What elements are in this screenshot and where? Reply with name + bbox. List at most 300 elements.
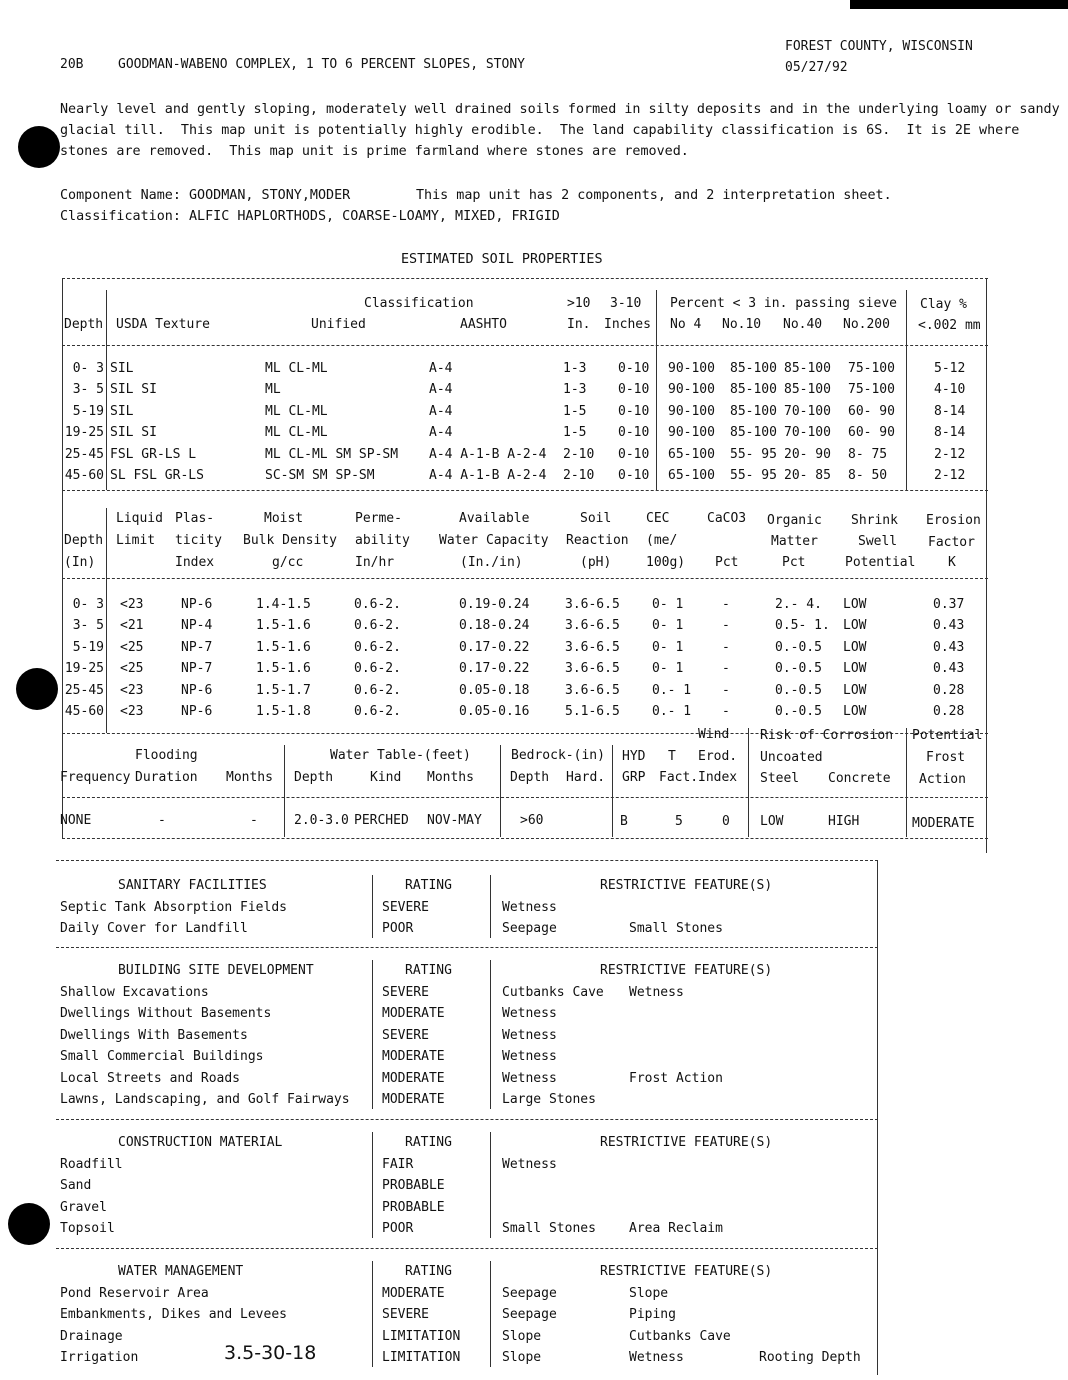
interp-rating: FAIR [382,1156,414,1172]
row-erosion-k: 0.43 [933,639,965,655]
col-header-me: (me/ [646,533,678,548]
row-no4: 90-100 [668,361,715,376]
col-header-clay: Clay % [920,297,967,312]
column-divider [612,745,613,837]
component-name: Component Name: GOODMAN, STONY,MODER [60,188,351,203]
col-header-classification: Classification [364,296,474,311]
col-header-wt-months: Months [427,770,474,785]
col-header-usda: USDA Texture [116,317,210,332]
row-bulk-density: 1.5-1.7 [256,682,311,698]
col-header-t: T [668,749,676,764]
row-soil-reaction: 5.1-6.5 [565,704,620,719]
section-feature-header: RESTRICTIVE FEATURE(S) [600,878,773,893]
col-header-kind: Kind [370,770,402,785]
properties-title: ESTIMATED SOIL PROPERTIES [401,252,603,267]
row-no4: 65-100 [668,446,715,462]
interp-feature: Slope [502,1350,542,1365]
section-title: BUILDING SITE DEVELOPMENT [118,963,314,978]
handwritten-code: 3.5-30-18 [224,1342,317,1364]
interp-use: Shallow Excavations [60,984,209,1000]
col-header-inin: (In./in) [460,555,523,570]
interp-rating: MODERATE [382,1070,445,1086]
col-header-erod: Erod. [698,749,738,764]
table-rule [62,345,988,346]
col-header-ph: (pH) [580,555,612,570]
row-soil-reaction: 3.6-6.5 [565,618,620,634]
interp-feature: Wetness [502,1070,557,1086]
column-divider [490,1261,491,1367]
interp-feature: Slope [502,1328,542,1344]
interp-feature: Wetness [502,1156,557,1172]
col-header-inches: Inches [604,317,651,332]
row-water-capacity: 0.17-0.22 [459,661,530,677]
section-rating-header: RATING [405,1135,452,1150]
table-rule [56,1119,878,1120]
row-erosion-k: 0.37 [933,597,965,612]
col-header-3-10: 3-10 [610,296,642,311]
row-water-capacity: 0.17-0.22 [459,639,530,655]
interp-use: Local Streets and Roads [60,1070,241,1086]
row-soil-reaction: 3.6-6.5 [565,639,620,655]
col-header-ticity: ticity [175,533,222,548]
row-bulk-density: 1.5-1.8 [256,704,311,719]
row-no4: 90-100 [668,425,715,441]
report-date: 05/27/92 [785,60,848,75]
col-header-action: Action [919,772,966,787]
col-header-aashto: AASHTO [460,317,507,332]
interp-use: Small Commercial Buildings [60,1049,264,1064]
col-header-cec: CEC [646,511,670,526]
interp-rating: LIMITATION [382,1350,461,1365]
row-no10: 85-100 [730,382,777,398]
row-wind-erod-index: 0 [722,814,730,829]
col-header-br-depth: Depth [510,770,550,785]
column-divider [106,508,107,733]
row-liquid-limit: <23 [120,597,144,612]
interp-feature: Seepage [502,921,557,936]
interp-feature: Wetness [629,984,684,1000]
row-depth: 45-60 [64,468,104,483]
col-header-reaction: Reaction [566,533,629,548]
row-no40: 85-100 [784,382,831,398]
row-permeability: 0.6-2. [354,682,401,698]
row-erosion-k: 0.43 [933,618,965,634]
interp-feature: Wetness [502,1006,557,1021]
row-aashto: A-4 [429,403,453,419]
col-header-duration: Duration [135,770,198,785]
row-no10: 55- 95 [730,468,777,483]
col-header-no4: No 4 [670,317,702,332]
row-caco3: - [722,597,730,612]
column-divider [500,745,501,837]
col-header-no40: No.40 [783,317,823,332]
col-header-frost: Frost [926,750,966,765]
classification: Classification: ALFIC HAPLORTHODS, COARSE-LOAMY, MIXED, FRIGID [60,209,560,224]
row-no200: 8- 50 [848,468,888,483]
row-water-capacity: 0.19-0.24 [459,597,530,612]
interp-feature: Cutbanks Cave [629,1328,731,1344]
section-feature-header: RESTRICTIVE FEATURE(S) [600,1264,773,1279]
section-rating-header: RATING [405,878,452,893]
interp-use: Sand [60,1178,92,1193]
row-bulk-density: 1.5-1.6 [256,618,311,634]
interp-use: Roadfill [60,1156,123,1172]
interp-rating: POOR [382,1221,414,1236]
interp-feature: Wetness [629,1350,684,1365]
col-header-index: Index [698,770,738,785]
interp-rating: SEVERE [382,984,429,1000]
col-header-caco3: CaCO3 [707,511,747,526]
interp-feature: Cutbanks Cave [502,984,604,1000]
column-divider [372,1261,373,1367]
interp-feature: Seepage [502,1285,557,1301]
row-gt10: 1-3 [563,361,587,376]
punch-hole [18,126,60,168]
column-divider [284,745,285,837]
row-t-factor: 5 [675,814,683,829]
interp-feature: Slope [629,1285,669,1301]
row-shrink-swell: LOW [843,639,867,655]
row-no10: 55- 95 [730,446,777,462]
interp-rating: POOR [382,921,414,936]
row-aashto: A-4 [429,382,453,398]
col-header-perme: Perme- [355,511,402,526]
interp-rating: SEVERE [382,899,429,915]
row-bulk-density: 1.5-1.6 [256,661,311,677]
row-liquid-limit: <21 [120,618,144,634]
row-unified: ML [265,382,281,398]
column-divider [372,1132,373,1238]
row-water-table-months: NOV-MAY [427,813,482,828]
row-permeability: 0.6-2. [354,618,401,634]
col-header-steel: Steel [760,771,800,786]
row-no10: 85-100 [730,425,777,441]
column-divider [490,960,491,1109]
col-header-in: (In) [64,555,96,570]
interp-use: Dwellings With Basements [60,1027,248,1043]
col-header-in: In. [567,317,591,332]
row-clay: 5-12 [934,361,966,376]
interp-feature: Small Stones [502,1221,596,1236]
table-border [62,278,63,838]
table-rule [56,860,878,861]
col-header-ability: ability [355,533,410,548]
interp-use: Dwellings Without Basements [60,1006,272,1021]
row-gt10: 1-5 [563,425,587,441]
row-plasticity-index: NP-6 [181,704,213,719]
row-liquid-limit: <23 [120,682,144,698]
row-plasticity-index: NP-6 [181,597,213,612]
description-line: glacial till. This map unit is potentially highly erodible. The land capability classification is 6S. It is 2E where [60,123,1020,138]
row-usda-texture: SIL SI [110,425,157,441]
section-title: SANITARY FACILITIES [118,878,267,893]
row-depth: 3- 5 [72,618,104,634]
col-header-potential: Potential [845,555,916,570]
row-permeability: 0.6-2. [354,597,401,612]
row-water-capacity: 0.05-0.18 [459,682,530,698]
row-flood-duration: - [158,813,166,828]
row-plasticity-index: NP-4 [181,618,213,634]
row-caco3: - [722,704,730,719]
row-flood-frequency: NONE [60,813,92,828]
interp-feature: Frost Action [629,1070,723,1086]
county-name: FOREST COUNTY, WISCONSIN [785,39,973,54]
col-header-corrosion-risk: Risk of Corrosion [760,728,894,743]
row-aashto: A-4 A-1-B A-2-4 [429,468,547,483]
interp-feature: Small Stones [629,921,723,936]
row-water-table-kind: PERCHED [354,813,409,828]
row-organic-matter: 0.-0.5 [775,682,822,698]
table-rule [62,797,988,798]
row-depth: 3- 5 [72,382,104,398]
col-header-hyd: HYD [622,749,646,764]
row-gt10: 2-10 [563,446,595,462]
col-header-liquid: Liquid [116,511,163,526]
col-header-hard: Hard. [566,770,606,785]
row-unified: ML CL-ML [265,425,328,441]
interp-rating: MODERATE [382,1092,445,1107]
interp-feature: Rooting Depth [759,1350,861,1365]
column-divider [106,290,107,490]
table-rule [62,278,988,279]
column-divider [748,728,749,837]
row-cec: 0- 1 [652,639,684,655]
row-no200: 60- 90 [848,425,895,441]
row-hyd-group: B [620,814,628,829]
row-no10: 85-100 [730,361,777,376]
section-feature-header: RESTRICTIVE FEATURE(S) [600,963,773,978]
row-caco3: - [722,639,730,655]
col-header-no10: No.10 [722,317,762,332]
col-header-erosion: Erosion [926,513,981,528]
col-header-g100: 100g) [646,555,686,570]
row-soil-reaction: 3.6-6.5 [565,597,620,612]
row-clay: 2-12 [934,446,966,462]
row-usda-texture: SIL [110,361,134,376]
row-3-10: 0-10 [618,361,650,376]
row-clay: 8-14 [934,425,966,441]
col-header-wind: Wind [698,727,730,742]
row-usda-texture: FSL GR-LS L [110,446,197,462]
row-3-10: 0-10 [618,382,650,398]
section-title: CONSTRUCTION MATERIAL [118,1135,283,1150]
interp-feature: Area Reclaim [629,1221,723,1236]
row-liquid-limit: <25 [120,661,144,677]
row-erosion-k: 0.43 [933,661,965,677]
row-no4: 65-100 [668,468,715,483]
table-rule [62,838,988,839]
components-note: This map unit has 2 components, and 2 interpretation sheet. [416,188,892,203]
row-soil-reaction: 3.6-6.5 [565,661,620,677]
interp-feature: Large Stones [502,1092,596,1107]
col-header-bulk: Bulk Density [243,533,337,548]
interp-rating: PROBABLE [382,1178,445,1193]
description-line: Nearly level and gently sloping, moderately well drained soils formed in silty deposits and in the underlying loamy or sandy [60,102,1060,117]
row-water-table-depth: 2.0-3.0 [294,813,349,828]
row-cec: 0.- 1 [652,682,692,698]
row-no40: 20- 90 [784,446,831,462]
row-unified: SC-SM SM SP-SM [265,468,375,483]
col-header-flooding: Flooding [135,748,198,763]
col-header-gcc: g/cc [272,555,304,570]
column-divider [906,728,907,837]
section-title: WATER MANAGEMENT [118,1264,244,1279]
row-cec: 0- 1 [652,597,684,612]
table-rule [62,578,988,579]
table-rule [56,1248,878,1249]
interp-use: Topsoil [60,1221,115,1236]
row-organic-matter: 0.-0.5 [775,704,822,719]
row-flood-months: - [250,813,258,828]
col-header-bedrock: Bedrock-(in) [511,748,605,763]
col-header-concrete: Concrete [828,771,891,786]
interp-use: Septic Tank Absorption Fields [60,899,287,915]
row-no200: 8- 75 [848,446,888,462]
column-divider [906,290,907,490]
row-depth: 5-19 [72,403,104,419]
interp-feature: Wetness [502,1049,557,1064]
row-unified: ML CL-ML [265,361,328,376]
row-caco3: - [722,682,730,698]
row-bedrock-depth: >60 [520,813,544,828]
row-depth: 25-45 [64,446,104,462]
row-bulk-density: 1.4-1.5 [256,597,311,612]
column-divider [490,875,491,938]
row-depth: 25-45 [64,682,104,698]
row-shrink-swell: LOW [843,661,867,677]
interp-rating: MODERATE [382,1049,445,1064]
interp-feature: Wetness [502,899,557,915]
row-water-capacity: 0.05-0.16 [459,704,530,719]
interp-use: Drainage [60,1328,123,1344]
row-aashto: A-4 [429,425,453,441]
col-header-wt-depth: Depth [294,770,334,785]
row-3-10: 0-10 [618,403,650,419]
row-steel-corrosion: LOW [760,814,784,829]
row-3-10: 0-10 [618,425,650,441]
row-no40: 70-100 [784,403,831,419]
table-rule [62,490,988,491]
row-shrink-swell: LOW [843,704,867,719]
column-divider [490,1132,491,1238]
row-depth: 45-60 [64,704,104,719]
row-organic-matter: 0.5- 1. [775,618,830,634]
row-shrink-swell: LOW [843,597,867,612]
row-usda-texture: SIL SI [110,382,157,398]
col-header-available: Available [459,511,530,526]
interp-use: Pond Reservoir Area [60,1285,209,1301]
row-permeability: 0.6-2. [354,661,401,677]
row-water-capacity: 0.18-0.24 [459,618,530,634]
interp-feature: Seepage [502,1307,557,1322]
row-aashto: A-4 A-1-B A-2-4 [429,446,547,462]
row-frost-action: MODERATE [912,816,975,831]
col-header-swell: Swell [858,534,898,549]
row-caco3: - [722,618,730,634]
row-depth: 0- 3 [72,597,104,612]
col-header-depth: Depth [64,533,104,548]
row-plasticity-index: NP-7 [181,639,213,655]
col-header-unified: Unified [311,317,366,332]
interp-rating: SEVERE [382,1307,429,1322]
row-soil-reaction: 3.6-6.5 [565,682,620,698]
description-line: stones are removed. This map unit is prime farmland where stones are removed. [60,144,689,159]
table-border [986,278,987,853]
row-usda-texture: SL FSL GR-LS [110,468,204,483]
row-shrink-swell: LOW [843,682,867,698]
row-concrete-corrosion: HIGH [828,814,860,829]
col-header-clay-unit: <.002 mm [918,318,981,333]
row-bulk-density: 1.5-1.6 [256,639,311,655]
row-no200: 75-100 [848,361,895,376]
table-rule [56,947,878,948]
row-usda-texture: SIL [110,403,134,419]
row-cec: 0- 1 [652,661,684,677]
row-no200: 60- 90 [848,403,895,419]
row-cec: 0.- 1 [652,704,692,719]
col-header-fact: Fact. [659,770,699,785]
col-header-uncoated: Uncoated [760,750,823,765]
interp-feature: Piping [629,1307,676,1322]
row-no4: 90-100 [668,403,715,419]
interp-use: Irrigation [60,1350,139,1365]
col-header-gt10: >10 [567,296,591,311]
col-header-organic: Organic [767,513,822,528]
col-header-no200: No.200 [843,317,890,332]
interp-use: Embankments, Dikes and Levees [60,1307,287,1322]
scan-edge-bar [850,0,1068,9]
col-header-shrink: Shrink [851,513,898,528]
row-no40: 70-100 [784,425,831,441]
row-plasticity-index: NP-7 [181,661,213,677]
col-header-grp: GRP [622,770,646,785]
col-header-water-table: Water Table-(feet) [330,748,471,763]
row-no40: 20- 85 [784,468,831,483]
row-aashto: A-4 [429,361,453,376]
section-rating-header: RATING [405,963,452,978]
row-erosion-k: 0.28 [933,682,965,698]
col-header-k: K [948,555,956,570]
col-header-moist: Moist [264,511,304,526]
column-divider [372,960,373,1109]
col-header-months: Months [226,770,273,785]
row-organic-matter: 2.- 4. [775,597,822,612]
interp-rating: MODERATE [382,1285,445,1301]
row-caco3: - [722,661,730,677]
row-organic-matter: 0.-0.5 [775,661,822,677]
row-clay: 2-12 [934,468,966,483]
col-header-frequency: Frequency [60,770,131,785]
map-symbol: 20B [60,57,84,72]
row-permeability: 0.6-2. [354,704,401,719]
col-header-factor: Factor [928,535,975,550]
row-clay: 8-14 [934,403,966,419]
section-rating-header: RATING [405,1264,452,1279]
row-organic-matter: 0.-0.5 [775,639,822,655]
row-permeability: 0.6-2. [354,639,401,655]
col-header-water_cap: Water Capacity [439,533,549,548]
interp-rating: LIMITATION [382,1328,461,1344]
col-header-pct: Pct [715,555,739,570]
row-erosion-k: 0.28 [933,704,965,719]
punch-hole [16,668,58,710]
column-divider [372,875,373,938]
row-gt10: 1-3 [563,382,587,398]
column-divider [656,290,657,490]
interp-rating: PROBABLE [382,1199,445,1215]
row-liquid-limit: <23 [120,704,144,719]
row-no40: 85-100 [784,361,831,376]
